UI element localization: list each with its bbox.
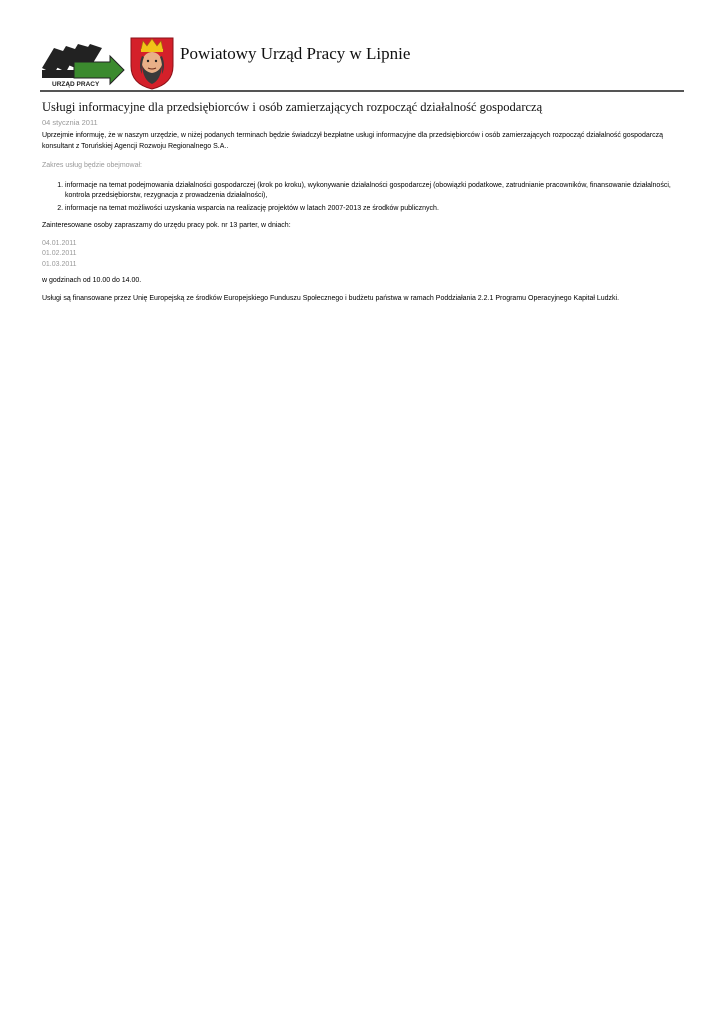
logo-text: URZĄD PRACY: [52, 81, 100, 88]
article-title: Usługi informacyjne dla przedsiębiorców i osób zamierzających rozpocząć działalność gospodarczą: [42, 100, 543, 114]
dates-list: [42, 239, 682, 271]
page-header: [40, 36, 684, 90]
site-title: Powiatowy Urząd Pracy w Lipnie: [180, 44, 411, 63]
hours-text: w godzinach od 10.00 do 14.00.: [42, 277, 142, 284]
header-divider: [40, 90, 684, 92]
invitation-text: Zainteresowane osoby zapraszamy do urzędu pracy pok. nr 13 parter, w dniach:: [42, 222, 291, 229]
urzad-pracy-logo: [40, 40, 126, 88]
article: [42, 99, 682, 304]
date-item: 04.01.2011: [42, 239, 77, 247]
date-item: 01.03.2011: [42, 260, 77, 268]
list-item: 1. informacje na temat podejmowania działalności gospodarczej (krok po kroku), wykonywanie działalności gospodarczej (obowiązki podatkowe, zatrudnianie pracowników, finansowanie działalności, kontrola przedsiębiorstw, rezygnacja z prowadzenia działalności),: [65, 181, 682, 202]
article-date: 04 stycznia 2011: [42, 118, 98, 127]
services-list: [42, 181, 682, 215]
article-intro: Uprzejmie informuję, że w naszym urzędzie, w niżej podanych terminach będzie świadczył bezpłatne usługi informacyjne dla przedsiębiorców i osób zamierzających rozpocząć działalność gospodarczą konsultant z Toruńskiej Agencji Rozwoju Regionalnego S.A..: [42, 132, 663, 150]
list-item: 2. informacje na temat możliwości uzyskania wsparcia na realizację projektów w latach 2007-2013 ze środków publicznych.: [65, 204, 682, 215]
date-item: 01.02.2011: [42, 250, 77, 257]
lipno-coat-of-arms: [129, 36, 175, 90]
funding-note: Usługi są finansowane przez Unię Europejską ze środków Europejskiego Funduszu Społecznego i budżetu państwa w ramach Poddziałania 2.2.1 Programu Operacyjnego Kapitał Ludzki.: [42, 294, 620, 302]
scope-label: Zakres usług będzie obejmował:: [42, 162, 142, 169]
